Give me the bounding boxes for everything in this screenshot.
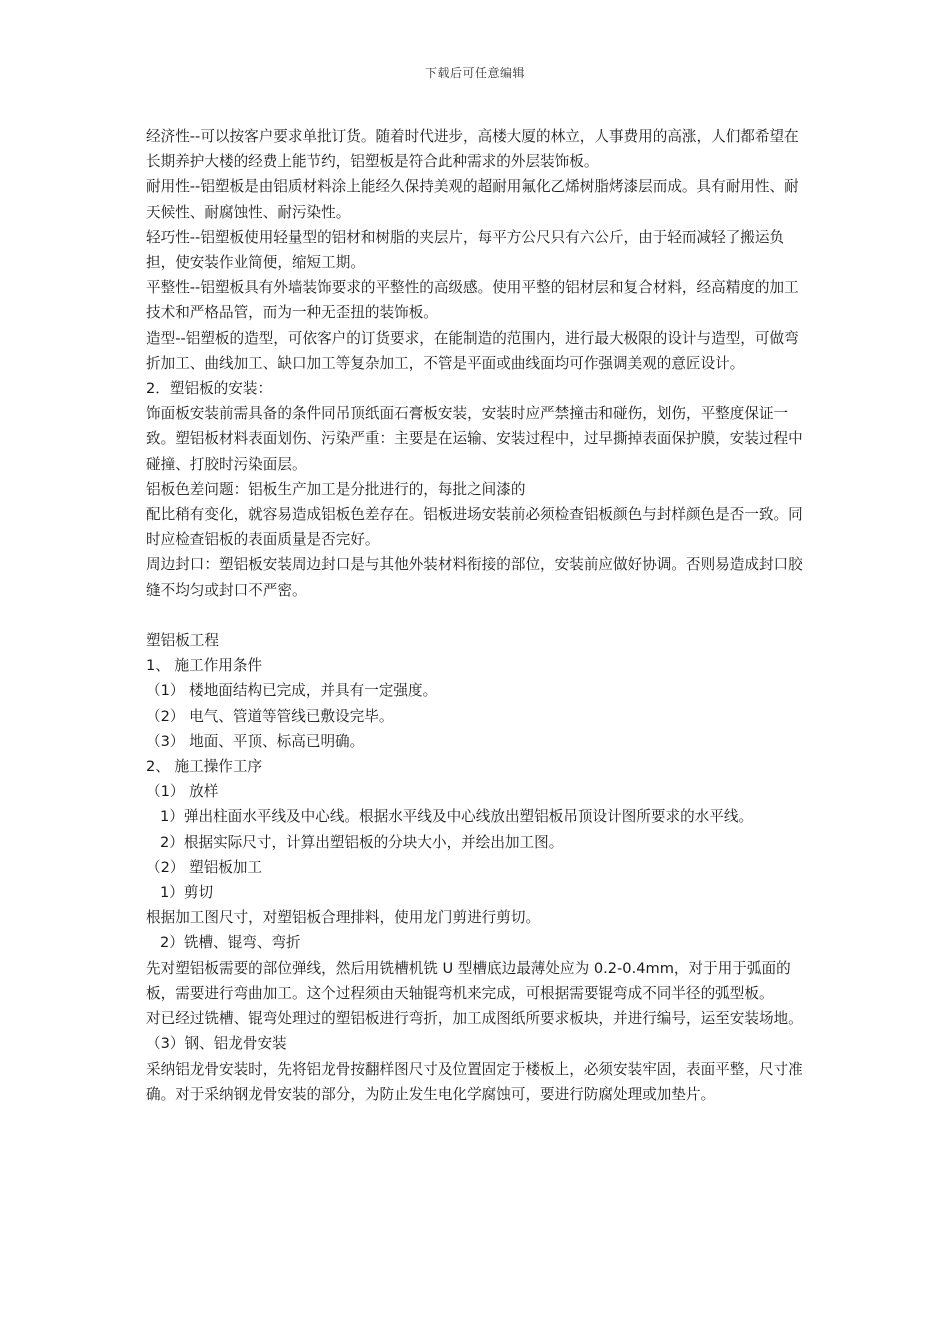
- paragraph-cutting: 根据加工图尺寸，对塑铝板合理排料，使用龙门剪进行剪切。: [146, 909, 541, 927]
- document-body: [146, 124, 806, 1107]
- paragraph-flatness: 平整性--铝塑板具有外墙装饰要求的平整性的高级感。使用平整的铝材层和复合材料，经高精度的加工技术和严格品管，而为一种无歪扭的装饰板。: [146, 279, 799, 322]
- list-item-condition-3: （3） 地面、平顶、标高已明确。: [146, 732, 365, 750]
- paragraph-edge-sealing: 周边封口：塑铝板安装周边封口是与其他外装材料衔接的部位，安装前应做好协调。否则易造成封口胶缝不均匀或封口不严密。: [146, 556, 803, 599]
- step-layout-1: 1）弹出柱面水平线及中心线。根据水平线及中心线放出塑铝板吊顶设计图所要求的水平线。: [160, 808, 754, 826]
- paragraph-install-conditions: 饰面板安装前需具备的条件同吊顶纸面石膏板安装，安装时应严禁撞击和碰伤，划伤，平整度保证一致。塑铝板材料表面划伤、污染严重：主要是在运输、安装过程中，过早撕掉表面保护膜，安装过程中碰撞、打胶时污染面层。: [146, 405, 803, 473]
- paragraph-durability: 耐用性--铝塑板是由铝质材料涂上能经久保持美观的超耐用氟化乙烯树脂烤漆层而成。具有耐用性、耐天候性、耐腐蚀性、耐污染性。: [146, 178, 799, 221]
- paragraph-economy: 经济性--可以按客户要求单批订货。随着时代进步，高楼大厦的林立，人事费用的高涨，人们都希望在长期养护大楼的经费上能节约，铝塑板是符合此种需求的外层装饰板。: [146, 128, 799, 171]
- heading-procedure: 2、 施工操作工序: [146, 758, 263, 776]
- paragraph-keel: 采纳铝龙骨安装时，先将铝龙骨按翻样图尺寸及位置固定于楼板上，必须安装牢固，表面平整，尺寸准确。对于采纳钢龙骨安装的部分，为防止发生电化学腐蚀可，要进行防腐处理或加垫片。: [146, 1060, 803, 1103]
- subheading-processing: （2） 塑铝板加工: [146, 858, 263, 876]
- paragraph-shaping: 造型--铝塑板的造型，可依客户的订货要求，在能制造的范围内，进行最大极限的设计与造型，可做弯折加工、曲线加工、缺口加工等复杂加工，不管是平面或曲线面均可作强调美观的意匠设计。: [146, 329, 799, 372]
- section-heading-installation: 2．塑铝板的安装：: [146, 380, 273, 398]
- paragraph-color-difference-cont: 配比稍有变化，就容易造成铝板色差存在。铝板进场安装前必须检查铝板颜色与封样颜色是否一致。同时应检查铝板的表面质量是否完好。: [146, 506, 803, 549]
- paragraph-bending: 对已经过铣槽、锟弯处理过的塑铝板进行弯折，加工成图纸所要求板块，并进行编号，运至安装场地。: [146, 1010, 803, 1028]
- heading-conditions: 1、 施工作用条件: [146, 657, 263, 675]
- step-milling: 2）铣槽、锟弯、弯折: [160, 934, 301, 952]
- page-header: 下载后可任意编辑: [424, 66, 525, 80]
- section-title-project: 塑铝板工程: [146, 632, 219, 650]
- paragraph-lightness: 轻巧性--铝塑板使用轻量型的铝材和树脂的夹层片，每平方公尺只有六公斤，由于轻而减轻了搬运负担，使安装作业简便，缩短工期。: [146, 228, 785, 272]
- subheading-layout: （1） 放样: [146, 783, 219, 801]
- blank-line: [146, 603, 806, 628]
- list-item-condition-1: （1） 楼地面结构已完成，并具有一定强度。: [146, 682, 438, 700]
- step-layout-2: 2）根据实际尺寸，计算出塑铝板的分块大小，并绘出加工图。: [160, 833, 564, 851]
- list-item-condition-2: （2） 电气、管道等管线已敷设完毕。: [146, 707, 394, 725]
- subheading-keel: （3）钢、铝龙骨安装: [146, 1035, 287, 1053]
- step-cutting: 1）剪切: [160, 884, 214, 902]
- paragraph-color-difference: 铝板色差问题：铝板生产加工是分批进行的，每批之间漆的: [146, 480, 526, 498]
- paragraph-milling: 先对塑铝板需要的部位弹线，然后用铣槽机铣 U 型槽底边最薄处应为 0.2-0.4mm，对于用于弧面的板，需要进行弯曲加工。这个过程须由天轴锟弯机来完成，可根据需要锟弯成不同半径的弧型板。: [146, 959, 791, 1002]
